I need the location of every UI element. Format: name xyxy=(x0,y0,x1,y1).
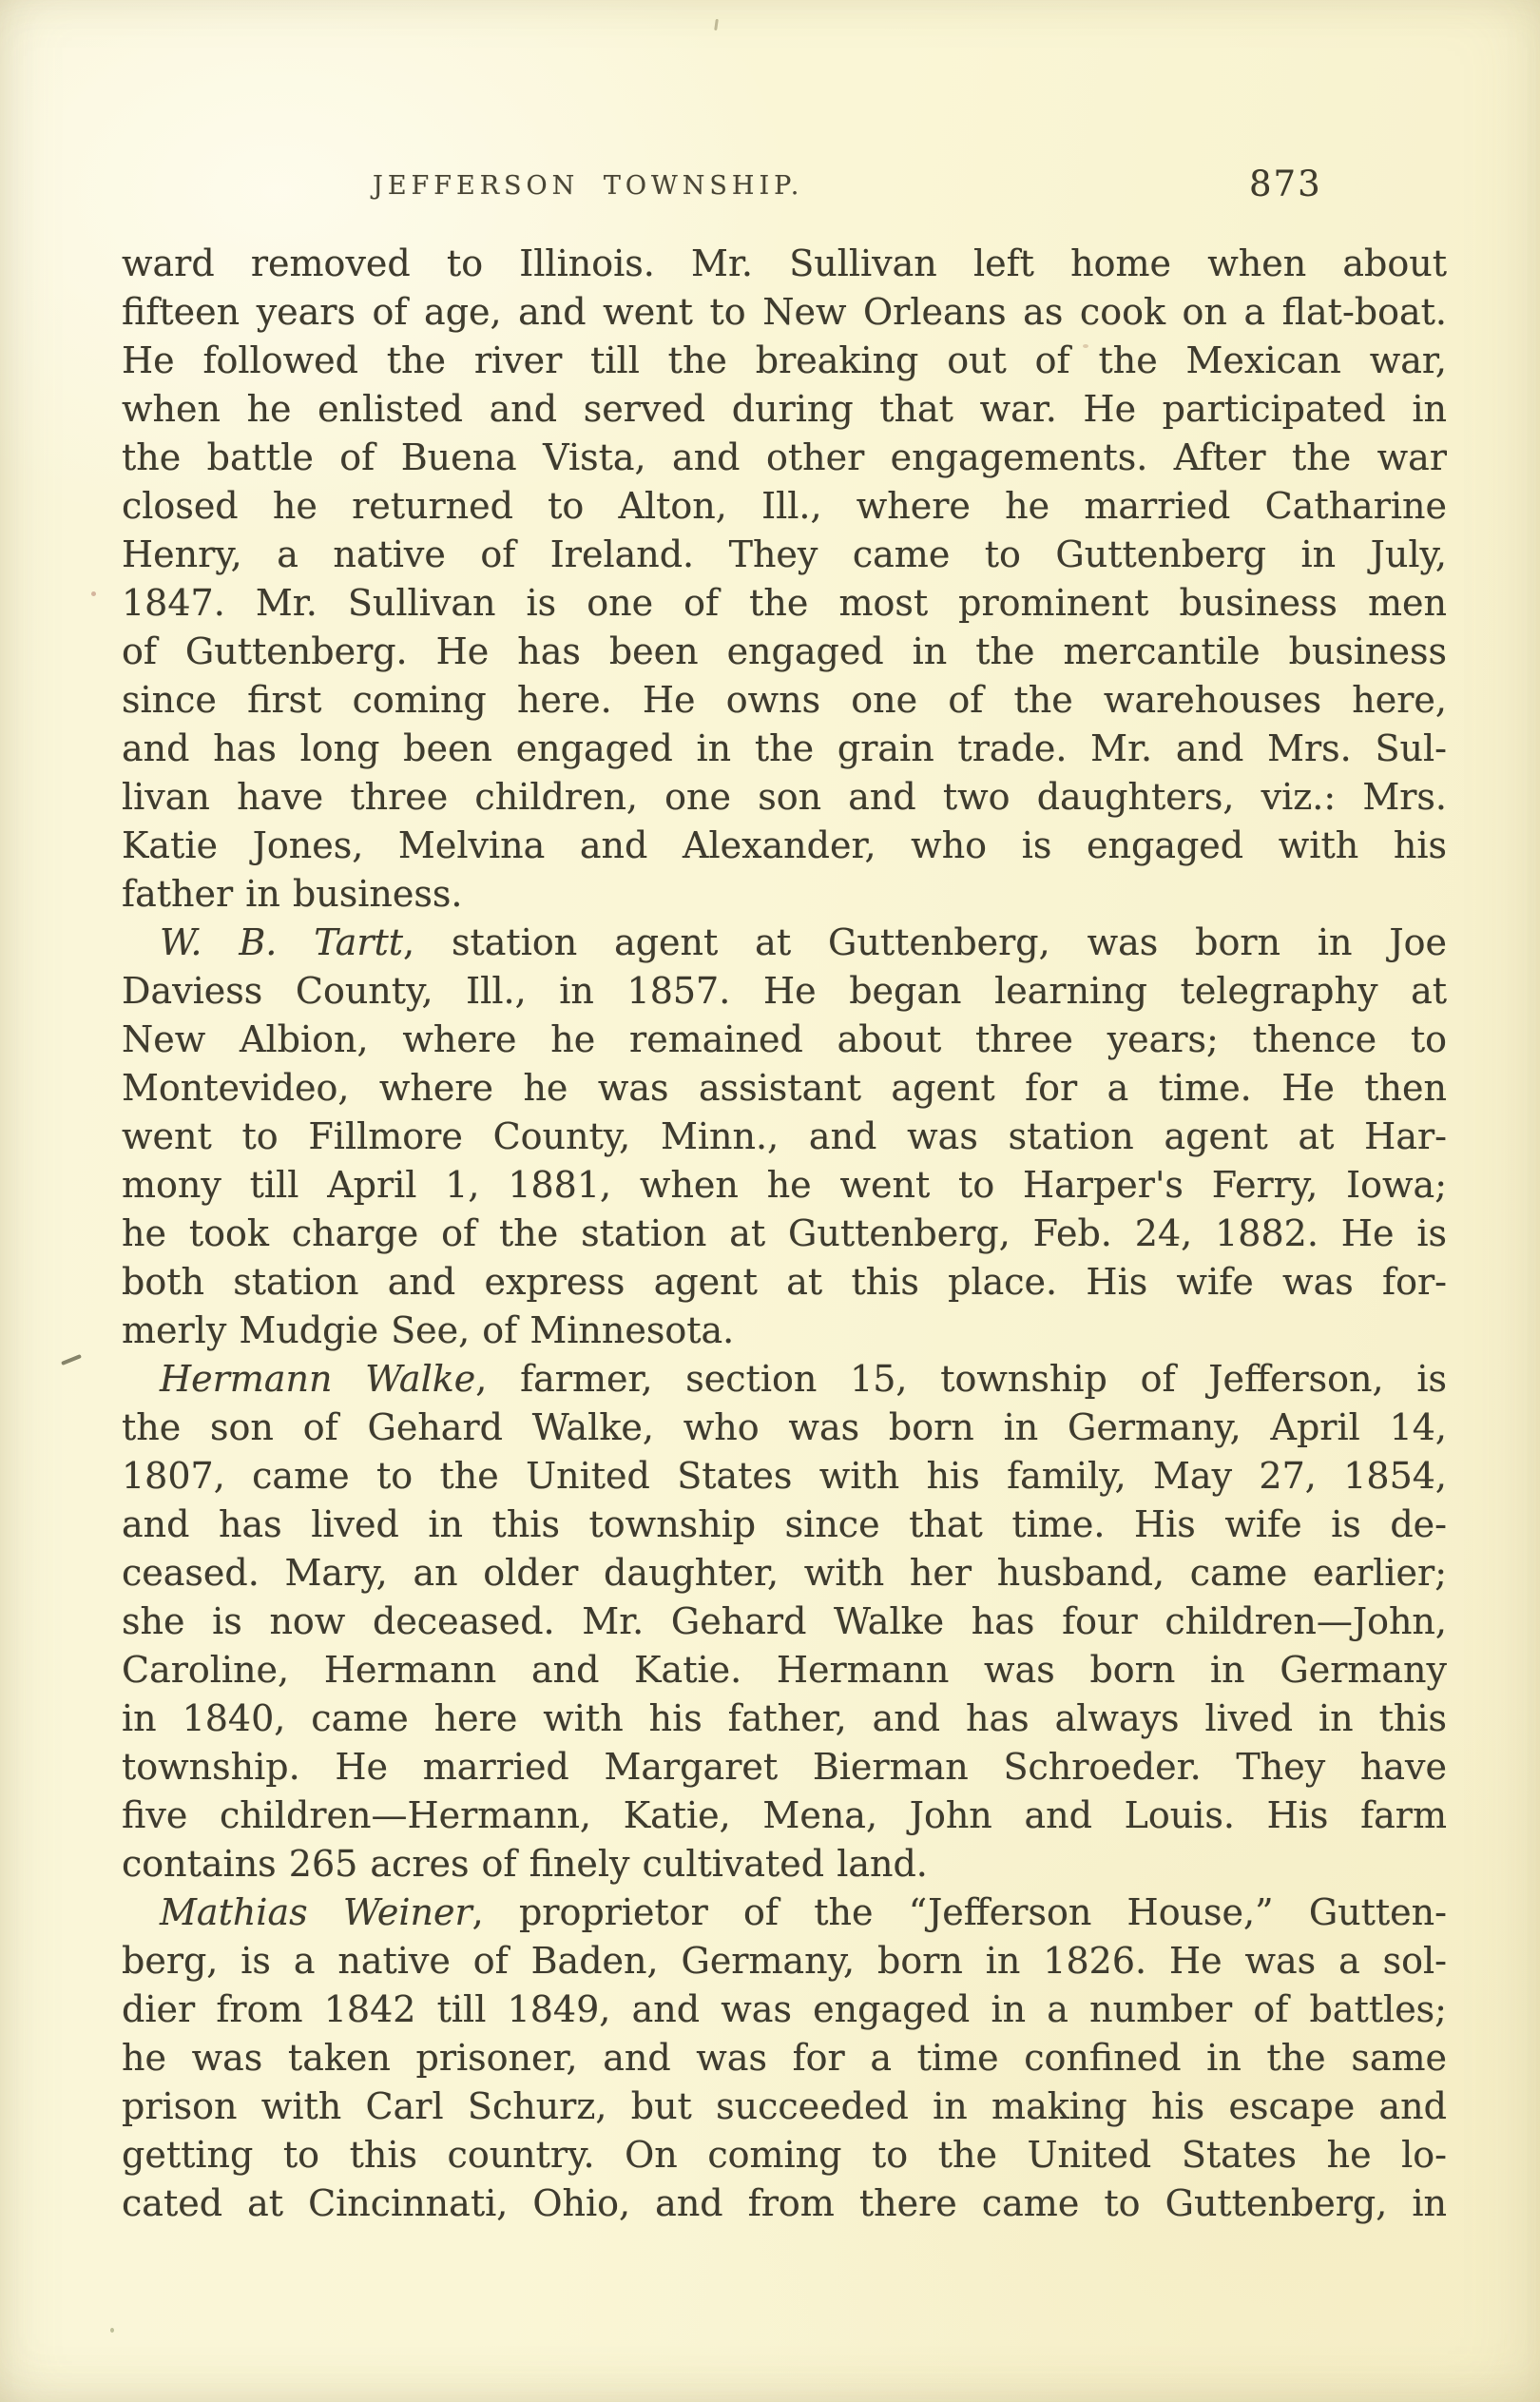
text-line: mony till April 1, 1881, when he went to Harper's Ferry, Iowa; xyxy=(122,1164,1447,1206)
text-line: prison with Carl Schurz, but succeeded in making his escape and xyxy=(122,2085,1447,2127)
text-line: getting to this country. On coming to the United States he lo- xyxy=(122,2134,1447,2176)
scan-artifact-speck xyxy=(110,2328,114,2333)
text-line: father in business. xyxy=(122,873,463,915)
scan-artifact-margin-dash xyxy=(61,1354,82,1366)
text-line: livan have three children, one son and two daughters, viz.: Mrs. xyxy=(122,776,1447,818)
text-line xyxy=(122,1889,1447,1937)
text-line: she is now deceased. Mr. Gehard Walke has four children—John, xyxy=(122,1600,1447,1642)
text-line: Daviess County, Ill., in 1857. He began learning telegraphy at xyxy=(122,970,1447,1012)
text-line: when he enlisted and served during that war. He participated in xyxy=(122,388,1447,430)
text-segment: , farmer, section 15, township of Jefferson, is xyxy=(475,1358,1447,1400)
text-segment: , proprietor of the “Jefferson House,” Gutten- xyxy=(472,1891,1447,1933)
text-line: New Albion, where he remained about three years; thence to xyxy=(122,1018,1447,1060)
paragraph-3 xyxy=(122,1355,1447,1889)
text-line: of Guttenberg. He has been engaged in the mercantile business xyxy=(122,630,1447,672)
text-line: dier from 1842 till 1849, and was engaged in a number of battles; xyxy=(122,1988,1447,2030)
text-line: 1847. Mr. Sullivan is one of the most prominent business men xyxy=(122,582,1447,624)
text-line: fifteen years of age, and went to New Orleans as cook on a flat-boat. xyxy=(122,291,1447,333)
text-line: five children—Hermann, Katie, Mena, John and Louis. His farm xyxy=(122,1794,1447,1836)
text-line: went to Fillmore County, Minn., and was station agent at Har- xyxy=(122,1115,1447,1157)
text-line: in 1840, came here with his father, and has always lived in this xyxy=(122,1697,1447,1739)
text-line: merly Mudgie See, of Minnesota. xyxy=(122,1309,735,1351)
text-line: the son of Gehard Walke, who was born in Germany, April 14, xyxy=(122,1406,1447,1448)
text-line: ceased. Mary, an older daughter, with her husband, came earlier; xyxy=(122,1552,1447,1594)
text-line: the battle of Buena Vista, and other engagements. After the war xyxy=(122,436,1447,478)
text-line: Henry, a native of Ireland. They came to Guttenberg in July, xyxy=(122,533,1447,575)
text-line: he was taken prisoner, and was for a time confined in the same xyxy=(122,2037,1447,2079)
text-block xyxy=(122,240,1447,2228)
text-line: Katie Jones, Melvina and Alexander, who is engaged with his xyxy=(122,824,1447,866)
text-line: Montevideo, where he was assistant agent for a time. He then xyxy=(122,1067,1447,1109)
text-line: cated at Cincinnati, Ohio, and from there came to Guttenberg, in xyxy=(122,2182,1447,2224)
person-name: W. B. Tartt xyxy=(160,921,404,963)
text-line: closed he returned to Alton, Ill., where he married Catharine xyxy=(122,485,1447,527)
text-line: He followed the river till the breaking out of the Mexican war, xyxy=(122,339,1447,381)
page-number: 873 xyxy=(1249,164,1322,204)
text-line: berg, is a native of Baden, Germany, born in 1826. He was a sol- xyxy=(122,1940,1447,1982)
page-title: JEFFERSON TOWNSHIP. xyxy=(373,171,804,201)
scan-artifact-top-tick xyxy=(714,19,719,30)
text-line: he took charge of the station at Guttenberg, Feb. 24, 1882. He is xyxy=(122,1212,1447,1254)
text-line: contains 265 acres of finely cultivated land. xyxy=(122,1843,928,1885)
running-head xyxy=(0,164,1540,211)
text-line: and has long been engaged in the grain trade. Mr. and Mrs. Sul- xyxy=(122,727,1447,769)
text-segment: , station agent at Guttenberg, was born in Joe xyxy=(403,921,1447,963)
paragraph-1 xyxy=(122,240,1447,919)
text-line: Caroline, Hermann and Katie. Hermann was born in Germany xyxy=(122,1649,1447,1691)
paragraph-2 xyxy=(122,919,1447,1355)
text-line: township. He married Margaret Bierman Schroeder. They have xyxy=(122,1746,1447,1788)
text-line xyxy=(122,1355,1447,1404)
person-name: Mathias Weiner xyxy=(160,1891,472,1933)
text-line: ward removed to Illinois. Mr. Sullivan left home when about xyxy=(122,242,1447,284)
text-line: and has lived in this township since that time. His wife is de- xyxy=(122,1503,1447,1545)
text-line xyxy=(122,919,1447,967)
text-line: since first coming here. He owns one of the warehouses here, xyxy=(122,679,1447,721)
text-line: 1807, came to the United States with his family, May 27, 1854, xyxy=(122,1455,1447,1497)
scan-artifact-speck xyxy=(91,591,96,596)
text-line: both station and express agent at this place. His wife was for- xyxy=(122,1261,1447,1303)
paragraph-4 xyxy=(122,1889,1447,2228)
person-name: Hermann Walke xyxy=(160,1358,476,1400)
